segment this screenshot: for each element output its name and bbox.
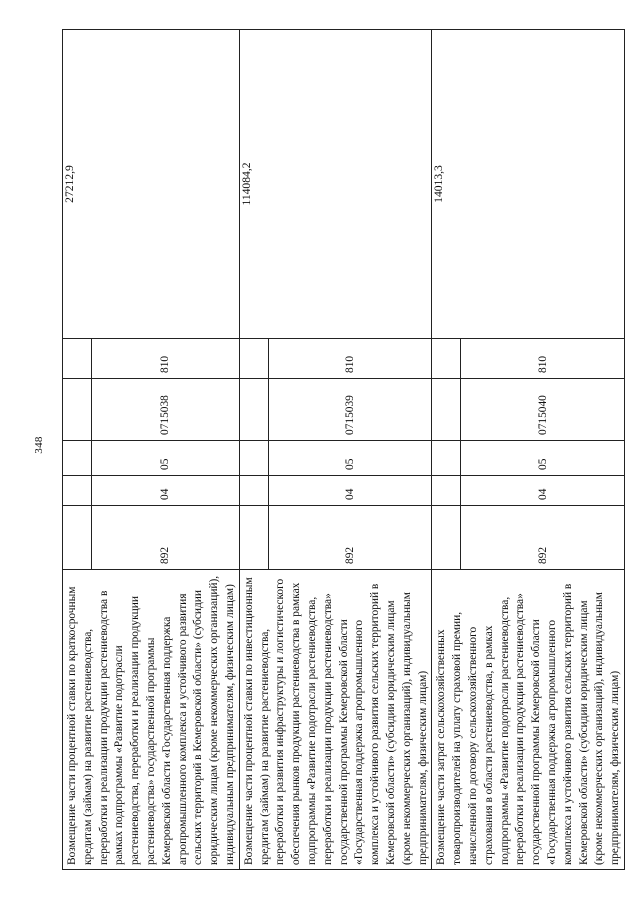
blank-cell [63, 339, 92, 379]
table-row [239, 30, 268, 870]
subsection-code: 05 [268, 441, 432, 476]
expense-type-code: 810 [92, 339, 240, 379]
blank-cell [63, 476, 92, 506]
target-article-code: 0715039 [268, 379, 432, 441]
blank-cell [239, 379, 268, 441]
table-row [432, 30, 461, 870]
blank-cell [239, 476, 268, 506]
section-code: 04 [92, 476, 240, 506]
table-row [63, 30, 92, 870]
subsection-code: 05 [461, 441, 625, 476]
blank-cell [432, 441, 461, 476]
page-number: 348 [33, 436, 45, 454]
ministry-code: 892 [268, 506, 432, 570]
expense-description-cell [239, 570, 432, 870]
ministry-code: 892 [461, 506, 625, 570]
expense-type-code: 810 [461, 339, 625, 379]
amount-cell: 27212,9 [63, 30, 240, 339]
section-code: 04 [268, 476, 432, 506]
ministry-code: 892 [92, 506, 240, 570]
section-code: 04 [461, 476, 625, 506]
blank-cell [63, 379, 92, 441]
amount-cell: 14013,3 [432, 30, 625, 339]
expense-description: Возмещение части процентной ставки по краткосрочным кредитам (займам) на развитие растениеводства, переработки и реализации продукции растениеводства в рамках подпрограммы «Развитие подотрасли растениеводства, переработки и реализации продукции растениеводства» государственной программы Кемеровской области «Государственная поддержка агропромышленного комплекса и устойчивого развития сельских территорий в Кемеровской области» (субсидии юридическим лицам (кроме некоммерческих организаций), индивидуальным предпринимателям, физическим лицам) [66, 575, 236, 865]
budget-allocation-table [62, 29, 625, 870]
expense-description-cell [432, 570, 625, 870]
expense-description: Возмещение части затрат сельскохозяйственных товаропроизводителей на уплату страховой премии, начисленной по договору сельскохозяйственного страхования в области растениеводства, в рамках подпрограммы «Развитие подотрасли растениеводства, переработки и реализации продукции растениеводства» государственной программы Кемеровской области «Государственная поддержка агропромышленного комплекса и устойчивого развития сельских территорий в Кемеровской области» (субсидии юридическим лицам (кроме некоммерческих организаций), индивидуальным предпринимателям, физическим лицам) [435, 583, 622, 865]
expense-description: Возмещение части процентной ставки по инвестиционным кредитам (займам) на развитие растениеводства, переработки и развития инфраструктуры и логистического обеспечения рынков продукции растениеводства в рамках подпрограммы «Развитие подотрасли растениеводства, переработки и реализации продукции растениеводства» государственной программы Кемеровской области «Государственная поддержка агропромышленного комплекса и устойчивого развития сельских территорий в Кемеровской области» (субсидии юридическим лицам (кроме некоммерческих организаций), индивидуальным предпринимателям, физическим лицам) [242, 577, 429, 865]
blank-cell [432, 506, 461, 570]
subsection-code: 05 [92, 441, 240, 476]
blank-cell [63, 441, 92, 476]
rotated-page-content [62, 30, 622, 870]
blank-cell [432, 379, 461, 441]
blank-cell [432, 339, 461, 379]
target-article-code: 0715040 [461, 379, 625, 441]
blank-cell [239, 339, 268, 379]
blank-cell [239, 441, 268, 476]
blank-cell [432, 476, 461, 506]
blank-cell [239, 506, 268, 570]
amount-cell: 114084,2 [239, 30, 432, 339]
target-article-code: 0715038 [92, 379, 240, 441]
expense-type-code: 810 [268, 339, 432, 379]
blank-cell [63, 506, 92, 570]
expense-description-cell [63, 570, 240, 870]
